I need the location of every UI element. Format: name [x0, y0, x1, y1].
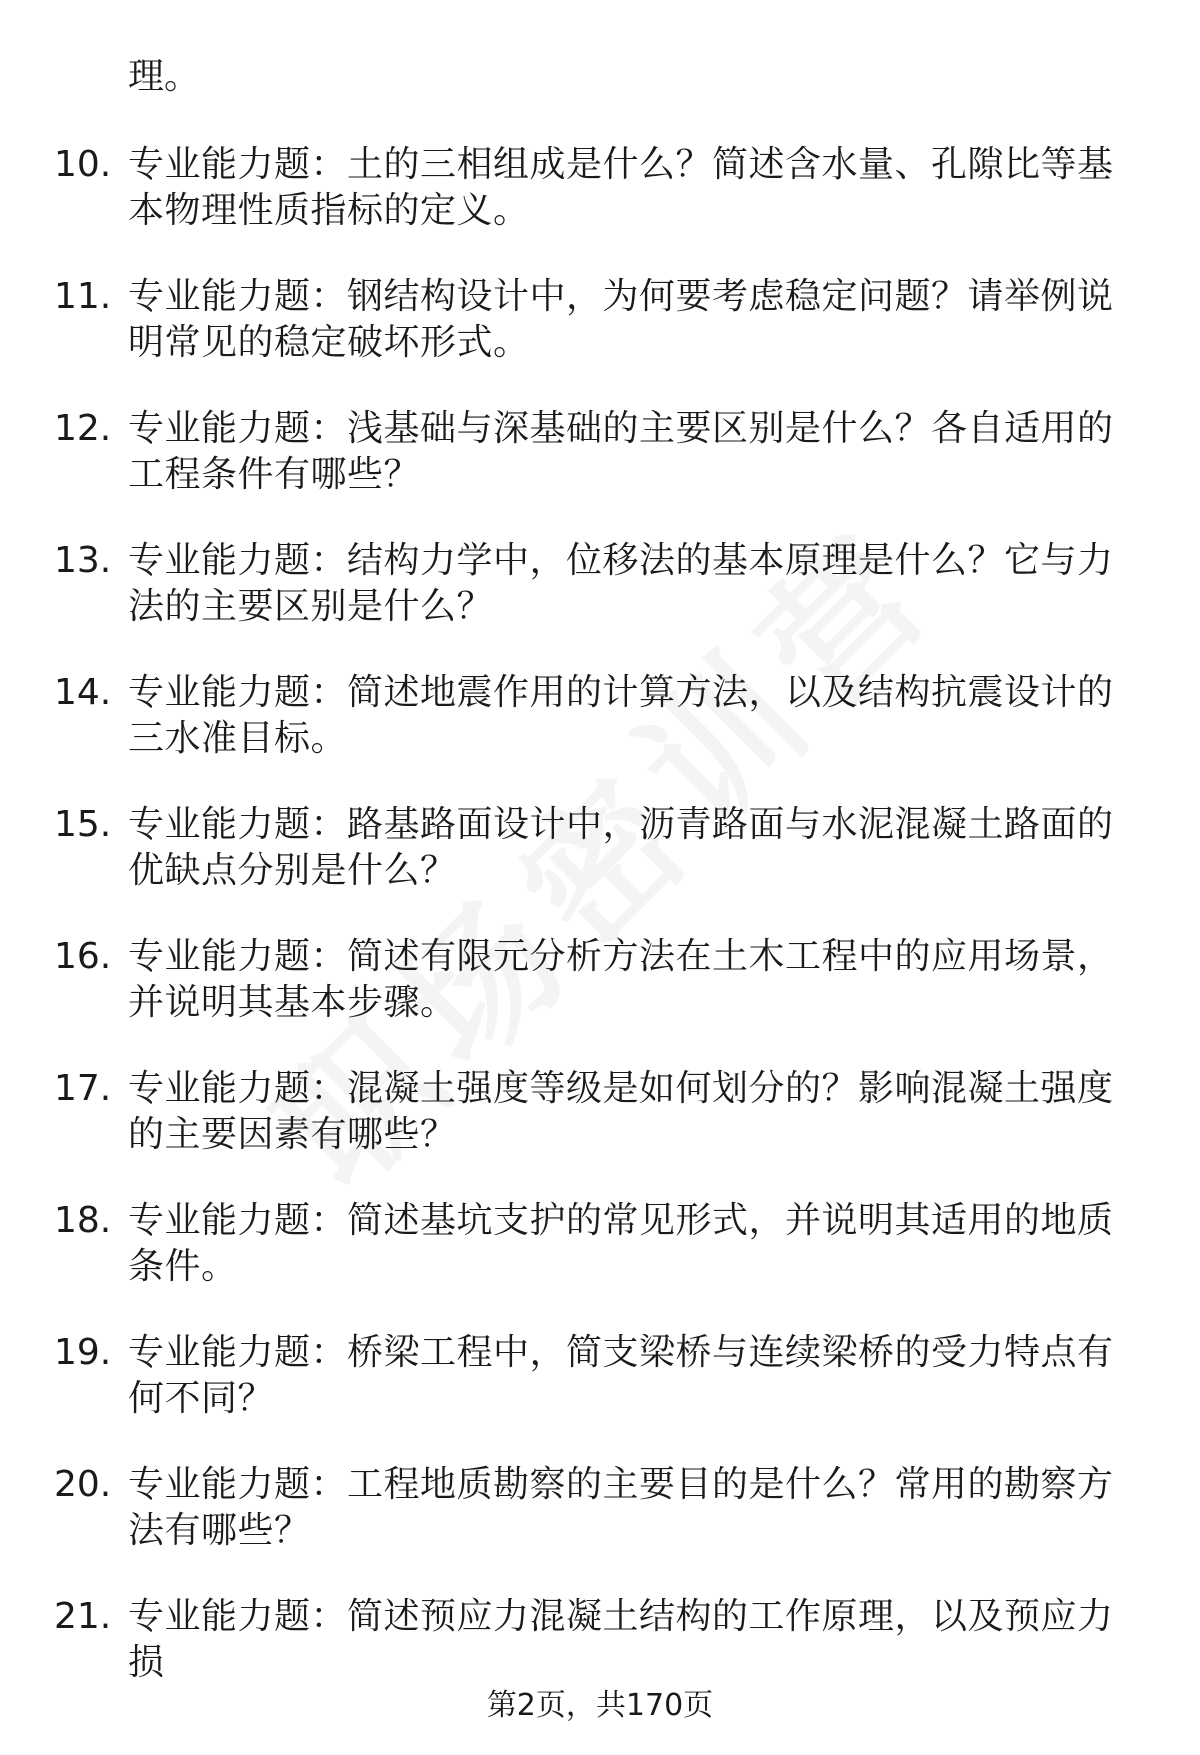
list-item: [0, 1066, 1200, 1198]
question-number: 17.: [54, 1068, 112, 1109]
question-text: 专业能力题：浅基础与深基础的主要区别是什么？各自适用的工程条件有哪些？: [128, 408, 1114, 495]
question-text: 专业能力题：土的三相组成是什么？简述含水量、孔隙比等基本物理性质指标的定义。: [128, 144, 1114, 231]
question-number: 20.: [54, 1464, 112, 1505]
list-item: [0, 670, 1200, 802]
question-number: 16.: [54, 936, 112, 977]
question-text: 专业能力题：简述预应力混凝土结构的工作原理，以及预应力损: [128, 1596, 1114, 1683]
question-number: 10.: [54, 144, 112, 185]
list-item: [0, 1330, 1200, 1462]
question-number: 18.: [54, 1200, 112, 1241]
question-number: 14.: [54, 672, 112, 713]
question-number: 19.: [54, 1332, 112, 1373]
question-text: 专业能力题：工程地质勘察的主要目的是什么？常用的勘察方法有哪些？: [128, 1464, 1114, 1551]
list-item: [0, 274, 1200, 406]
question-text: 专业能力题：简述有限元分析方法在土木工程中的应用场景，并说明其基本步骤。: [128, 936, 1114, 1023]
list-item: [0, 1198, 1200, 1330]
list-item: [0, 142, 1200, 274]
list-item: [0, 406, 1200, 538]
question-number: 21.: [54, 1596, 112, 1637]
question-text: 专业能力题：混凝土强度等级是如何划分的？影响混凝土强度的主要因素有哪些？: [128, 1068, 1114, 1155]
list-item: [0, 802, 1200, 934]
question-text: 专业能力题：钢结构设计中，为何要考虑稳定问题？请举例说明常见的稳定破坏形式。: [128, 276, 1114, 363]
continued-text: 理。: [128, 56, 201, 97]
list-item: [0, 934, 1200, 1066]
question-text: 专业能力题：简述基坑支护的常见形式，并说明其适用的地质条件。: [128, 1200, 1114, 1287]
list-item: [0, 538, 1200, 670]
question-number: 15.: [54, 804, 112, 845]
question-text: 专业能力题：路基路面设计中，沥青路面与水泥混凝土路面的优缺点分别是什么？: [128, 804, 1114, 891]
question-number: 11.: [54, 276, 112, 317]
question-text: 专业能力题：结构力学中，位移法的基本原理是什么？它与力法的主要区别是什么？: [128, 540, 1114, 627]
question-text: 专业能力题：桥梁工程中，简支梁桥与连续梁桥的受力特点有何不同？: [128, 1332, 1114, 1419]
question-text: 专业能力题：简述地震作用的计算方法，以及结构抗震设计的三水准目标。: [128, 672, 1114, 759]
question-list: [0, 142, 1200, 1726]
question-number: 12.: [54, 408, 112, 449]
page-footer: 第2页，共170页: [486, 1688, 714, 1723]
list-item: [0, 1462, 1200, 1594]
question-number: 13.: [54, 540, 112, 581]
